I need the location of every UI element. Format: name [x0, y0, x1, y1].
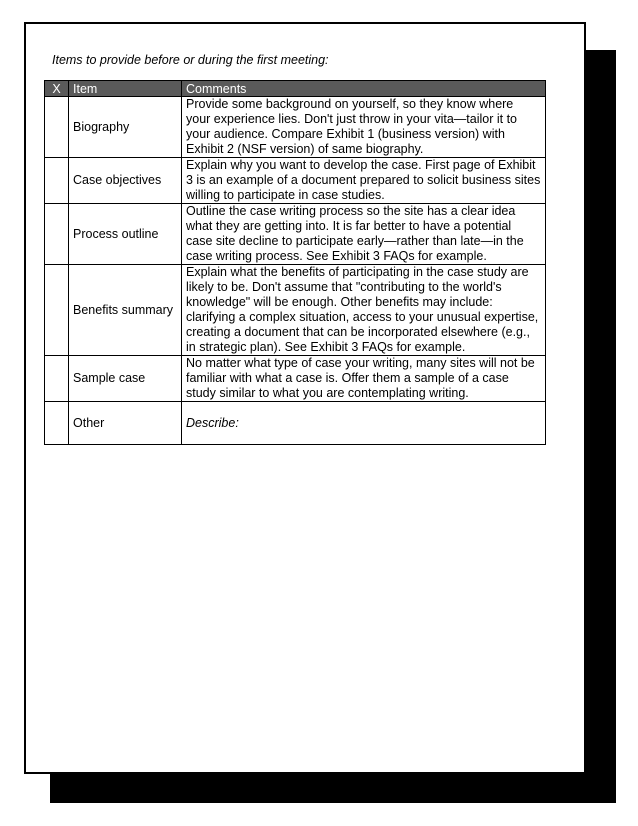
comment-cell: Explain what the benefits of participating in the case study are likely to be. Don't assume that "contributing to the world's knowledge" will be enough. Other benefits may include: clarifying a complex situation, access to your unusual expertise, creating a document that can be incorporated elsewhere (e.g., in strategic plan). See Exhibit 3 FAQs for example. — [182, 265, 546, 356]
item-cell: Sample case — [69, 356, 182, 402]
describe-cell[interactable]: Describe: — [182, 402, 546, 445]
item-cell: Process outline — [69, 204, 182, 265]
table-row-case-objectives — [45, 158, 546, 204]
table-row-benefits-summary — [45, 265, 546, 356]
table-row-biography — [45, 97, 546, 158]
items-table — [44, 80, 546, 445]
check-cell[interactable] — [45, 97, 69, 158]
table-row-other — [45, 402, 546, 445]
check-cell[interactable] — [45, 356, 69, 402]
comment-cell: Explain why you want to develop the case. First page of Exhibit 3 is an example of a document prepared to solicit business sites willing to participate in case studies. — [182, 158, 546, 204]
header-item: Item — [69, 81, 182, 97]
comment-cell: Provide some background on yourself, so they know where your experience lies. Don't just throw in your vita—tailor it to your audience. Compare Exhibit 1 (business version) with Exhibit 2 (NSF version) of same biography. — [182, 97, 546, 158]
check-cell[interactable] — [45, 402, 69, 445]
header-comments: Comments — [182, 81, 546, 97]
table-row-process-outline — [45, 204, 546, 265]
check-cell[interactable] — [45, 204, 69, 265]
table-row-sample-case — [45, 356, 546, 402]
comment-cell: Outline the case writing process so the site has a clear idea what they are getting into. It is far better to have a potential case site decline to participate early—rather than late—in the case writing process. See Exhibit 3 FAQs for example. — [182, 204, 546, 265]
item-cell: Case objectives — [69, 158, 182, 204]
item-cell: Other — [69, 402, 182, 445]
check-cell[interactable] — [45, 265, 69, 356]
table-header-row — [45, 81, 546, 97]
comment-cell: No matter what type of case your writing, many sites will not be familiar with what a case is. Offer them a sample of a case study similar to what you are contemplating writing. — [182, 356, 546, 402]
check-cell[interactable] — [45, 158, 69, 204]
item-cell: Biography — [69, 97, 182, 158]
item-cell: Benefits summary — [69, 265, 182, 356]
intro-text: Items to provide before or during the first meeting: — [52, 53, 329, 67]
header-check: X — [45, 81, 69, 97]
